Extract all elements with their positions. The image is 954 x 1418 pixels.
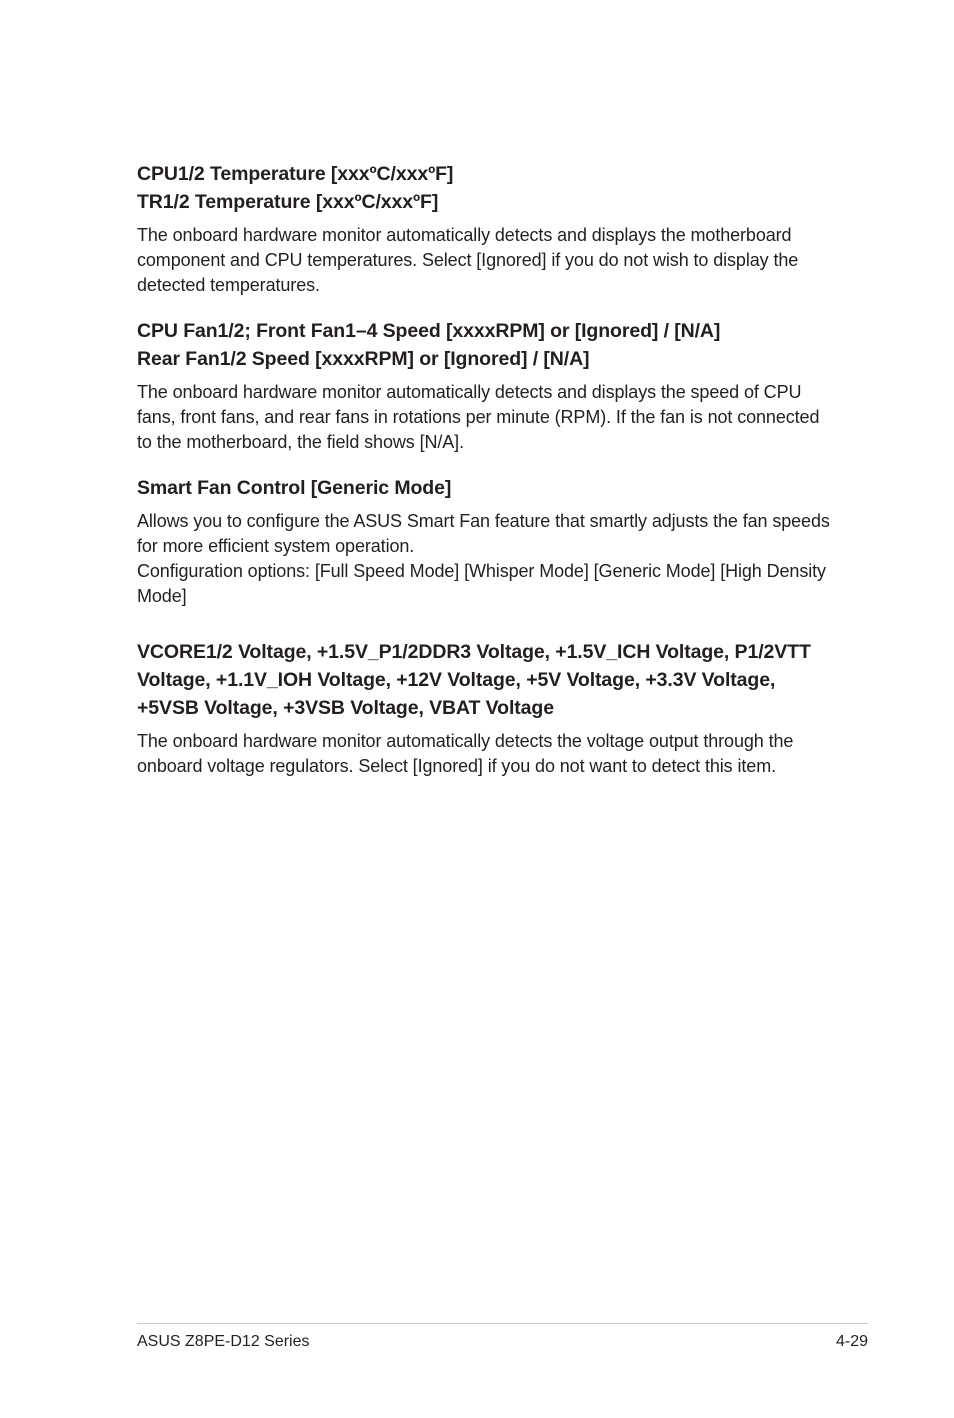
- page-content: [137, 160, 837, 779]
- section-heading: CPU Fan1/2; Front Fan1–4 Speed [xxxxRPM] or [Ignored] / [N/A]: [137, 320, 721, 342]
- section-heading: Smart Fan Control [Generic Mode]: [137, 477, 452, 499]
- footer-page-number: 4-29: [835, 1333, 868, 1350]
- section-voltage: [137, 638, 837, 779]
- section-paragraph: The onboard hardware monitor automatically detects the voltage output through the onboard voltage regulators. Select [Ignored] if you do not want to detect this item.: [137, 731, 794, 776]
- section-heading: TR1/2 Temperature [xxxºC/xxxºF]: [137, 191, 439, 213]
- section-paragraph: The onboard hardware monitor automatically detects and displays the speed of CPU fans, front fans, and rear fans in rotations per minute (RPM). If the fan is not connected to the motherboard, the field shows [N/A].: [137, 382, 820, 452]
- section-fan-speed: [137, 317, 837, 455]
- section-paragraph: Allows you to configure the ASUS Smart Fan feature that smartly adjusts the fan speeds for more efficient system operation.: [137, 511, 830, 556]
- section-heading: VCORE1/2 Voltage, +1.5V_P1/2DDR3 Voltage, +1.5V_ICH Voltage, P1/2VTT Voltage, +1.1V_IOH Voltage, +12V Voltage, +5V Voltage, +3.3V Voltage, +5VSB Voltage, +3VSB Voltage, VBAT Voltage: [137, 641, 811, 719]
- section-paragraph: The onboard hardware monitor automatically detects and displays the motherboard component and CPU temperatures. Select [Ignored] if you do not wish to display the detected temperatures.: [137, 225, 799, 295]
- section-smart-fan-control: [137, 474, 837, 609]
- section-heading: CPU1/2 Temperature [xxxºC/xxxºF]: [137, 163, 454, 185]
- section-heading: Rear Fan1/2 Speed [xxxxRPM] or [Ignored] / [N/A]: [137, 348, 590, 370]
- section-paragraph: Configuration options: [Full Speed Mode] [Whisper Mode] [Generic Mode] [High Density Mode]: [137, 561, 826, 606]
- section-cpu-temperature: [137, 160, 837, 298]
- footer-divider: [137, 1323, 868, 1324]
- footer-product-name: ASUS Z8PE-D12 Series: [137, 1333, 310, 1350]
